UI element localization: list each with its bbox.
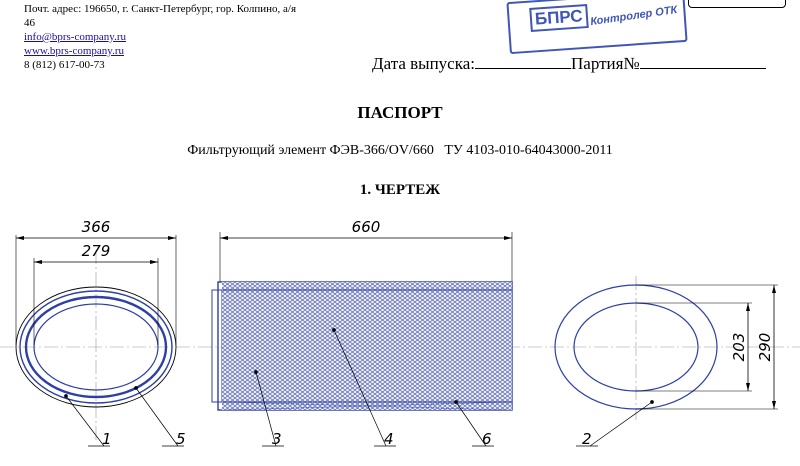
section-title: 1. ЧЕРТЕЖ: [359, 182, 441, 198]
email-link[interactable]: info@bprs-company.ru: [24, 31, 126, 43]
address-line-2: 46: [24, 17, 35, 29]
address-line: Почт. адрес: 196650, г. Санкт-Петербург, гор. Колпино, а/я: [24, 3, 297, 15]
phone-number: 8 (812) 617-00-73: [24, 59, 105, 71]
website-link[interactable]: www.bprs-company.ru: [24, 45, 124, 57]
dim-inner-width: 279: [81, 242, 111, 260]
stamp-logo: БПРС: [529, 4, 588, 32]
callout-4: 4: [384, 430, 394, 448]
release-date-label: Дата выпуска:: [372, 54, 475, 73]
callout-3: 3: [272, 430, 282, 448]
callout-2: 2: [582, 430, 592, 448]
document-title: ПАСПОРТ: [357, 103, 443, 122]
callout-1: 1: [102, 430, 112, 448]
stamp-label: Контролер ОТК: [589, 3, 678, 29]
callout-6: 6: [482, 430, 492, 448]
dim-outer-width: 366: [81, 218, 111, 236]
batch-label: Партия№: [571, 54, 640, 73]
document-subtitle: Фильтрующий элемент ФЭВ-366/OV/660 ТУ 4103-010-64043000-2011: [187, 143, 613, 158]
dim-length: 660: [351, 218, 381, 236]
dim-inner-height: 203: [730, 332, 748, 362]
dim-outer-height: 290: [756, 332, 774, 362]
callout-5: 5: [176, 430, 186, 448]
side-view: [212, 218, 512, 410]
